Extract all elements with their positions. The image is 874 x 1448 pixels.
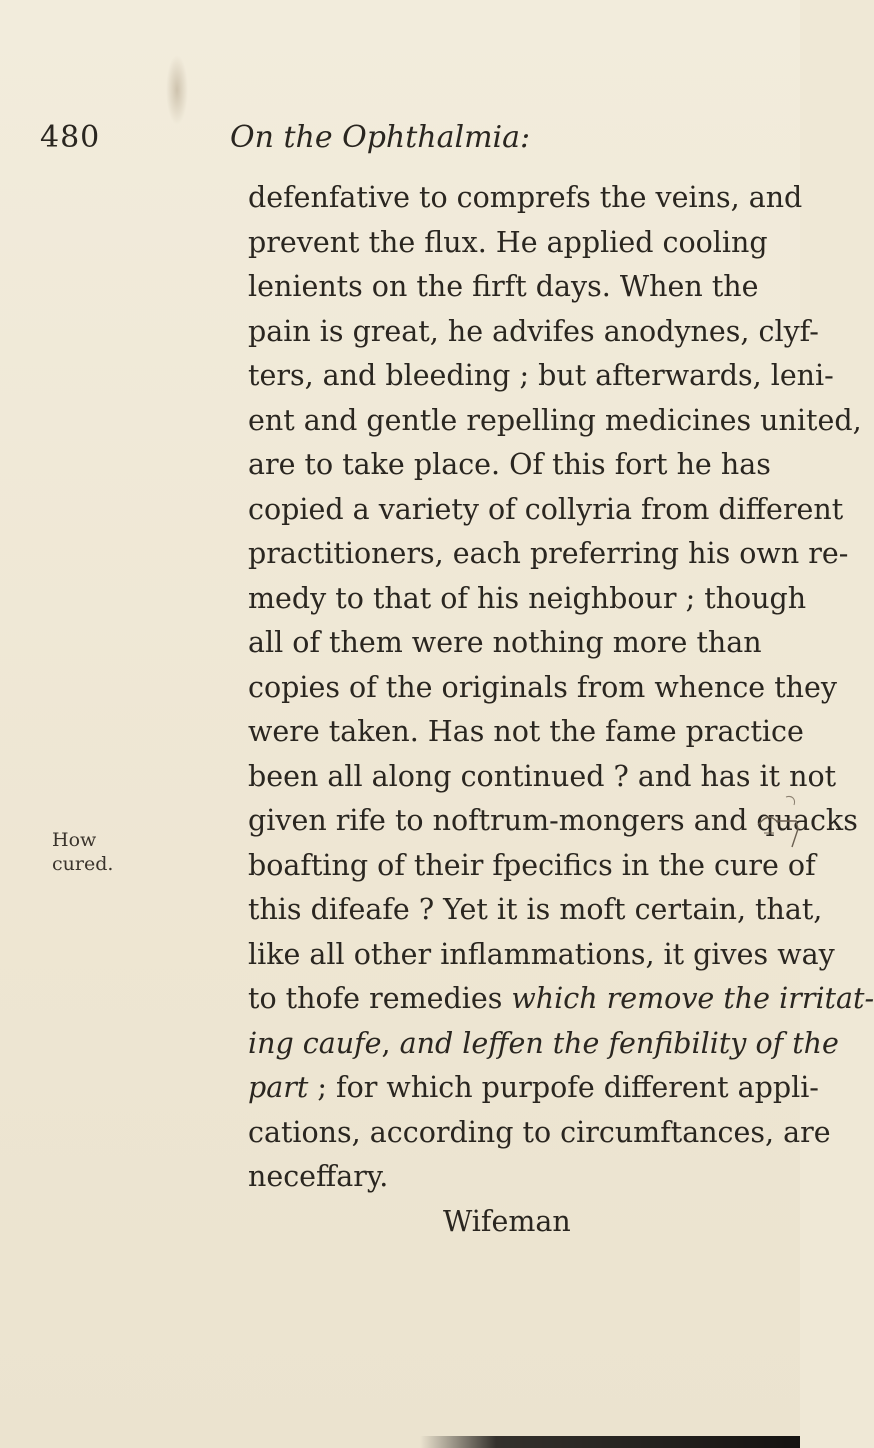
text-line: prevent the flux. He applied cooling: [248, 225, 768, 259]
text-line: were taken. Has not the fame practice: [248, 715, 804, 748]
text-line: defenfative to comprefs the veins, and: [248, 181, 803, 214]
text-run: ; for which purpofe different appli-: [308, 1071, 819, 1104]
italic-phrase: ing caufe: [248, 1026, 382, 1060]
text-line: been all along continued ? and has it not: [248, 759, 837, 793]
text-line: boafting of their fpecifics in the cure of: [248, 848, 816, 882]
paper-stain: [166, 55, 188, 125]
page-header: [40, 120, 760, 160]
text-line: lenients on the firft days. When the: [248, 270, 759, 303]
text-line: pain is great, he advifes anodynes, clyf-: [248, 314, 819, 348]
text-line: like all other inflammations, it gives way: [248, 937, 835, 971]
text-line: given rife to noftrum-mongers and quacks: [248, 804, 858, 837]
page-edge-shadow: [420, 1436, 800, 1448]
margin-note: [52, 828, 113, 876]
text-line: ent and gentle repelling medicines united,: [248, 403, 862, 437]
margin-note-line: How: [52, 829, 97, 851]
text-line: [248, 977, 874, 1022]
text-line: copied a variety of collyria from different: [248, 492, 844, 526]
body-text: [248, 176, 874, 1244]
text-line: all of them were nothing more than: [248, 626, 762, 659]
italic-phrase: which remove the irritat-: [511, 982, 874, 1015]
text-line: [248, 1022, 839, 1067]
text-line: this difeafe ? Yet it is moft certain, that,: [248, 893, 823, 926]
text-line: cations, according to circumftances, are: [248, 1115, 831, 1149]
text-run: to thofe remedies: [248, 982, 512, 1015]
catchword: Wifeman: [443, 1204, 571, 1238]
text-line: copies of the originals from whence they: [248, 670, 837, 704]
text-line: neceffary.: [248, 1160, 389, 1193]
text-line: are to take place. Of this fort he has: [248, 448, 771, 481]
text-line: [248, 1066, 819, 1111]
page-number: 480: [40, 120, 101, 155]
text-run: ,: [381, 1026, 400, 1060]
text-line: practitioners, each preferring his own re-: [248, 537, 849, 570]
running-head: On the Ophthalmia:: [230, 120, 531, 155]
pen-mark-icon: [752, 785, 800, 855]
text-line: ters, and bleeding ; but afterwards, leni-: [248, 359, 834, 392]
text-line: medy to that of his neighbour ; though: [248, 581, 807, 615]
italic-phrase: and leffen the fenfibility of the: [399, 1026, 839, 1060]
italic-phrase: part: [248, 1071, 309, 1104]
margin-note-line: cured.: [52, 853, 114, 875]
